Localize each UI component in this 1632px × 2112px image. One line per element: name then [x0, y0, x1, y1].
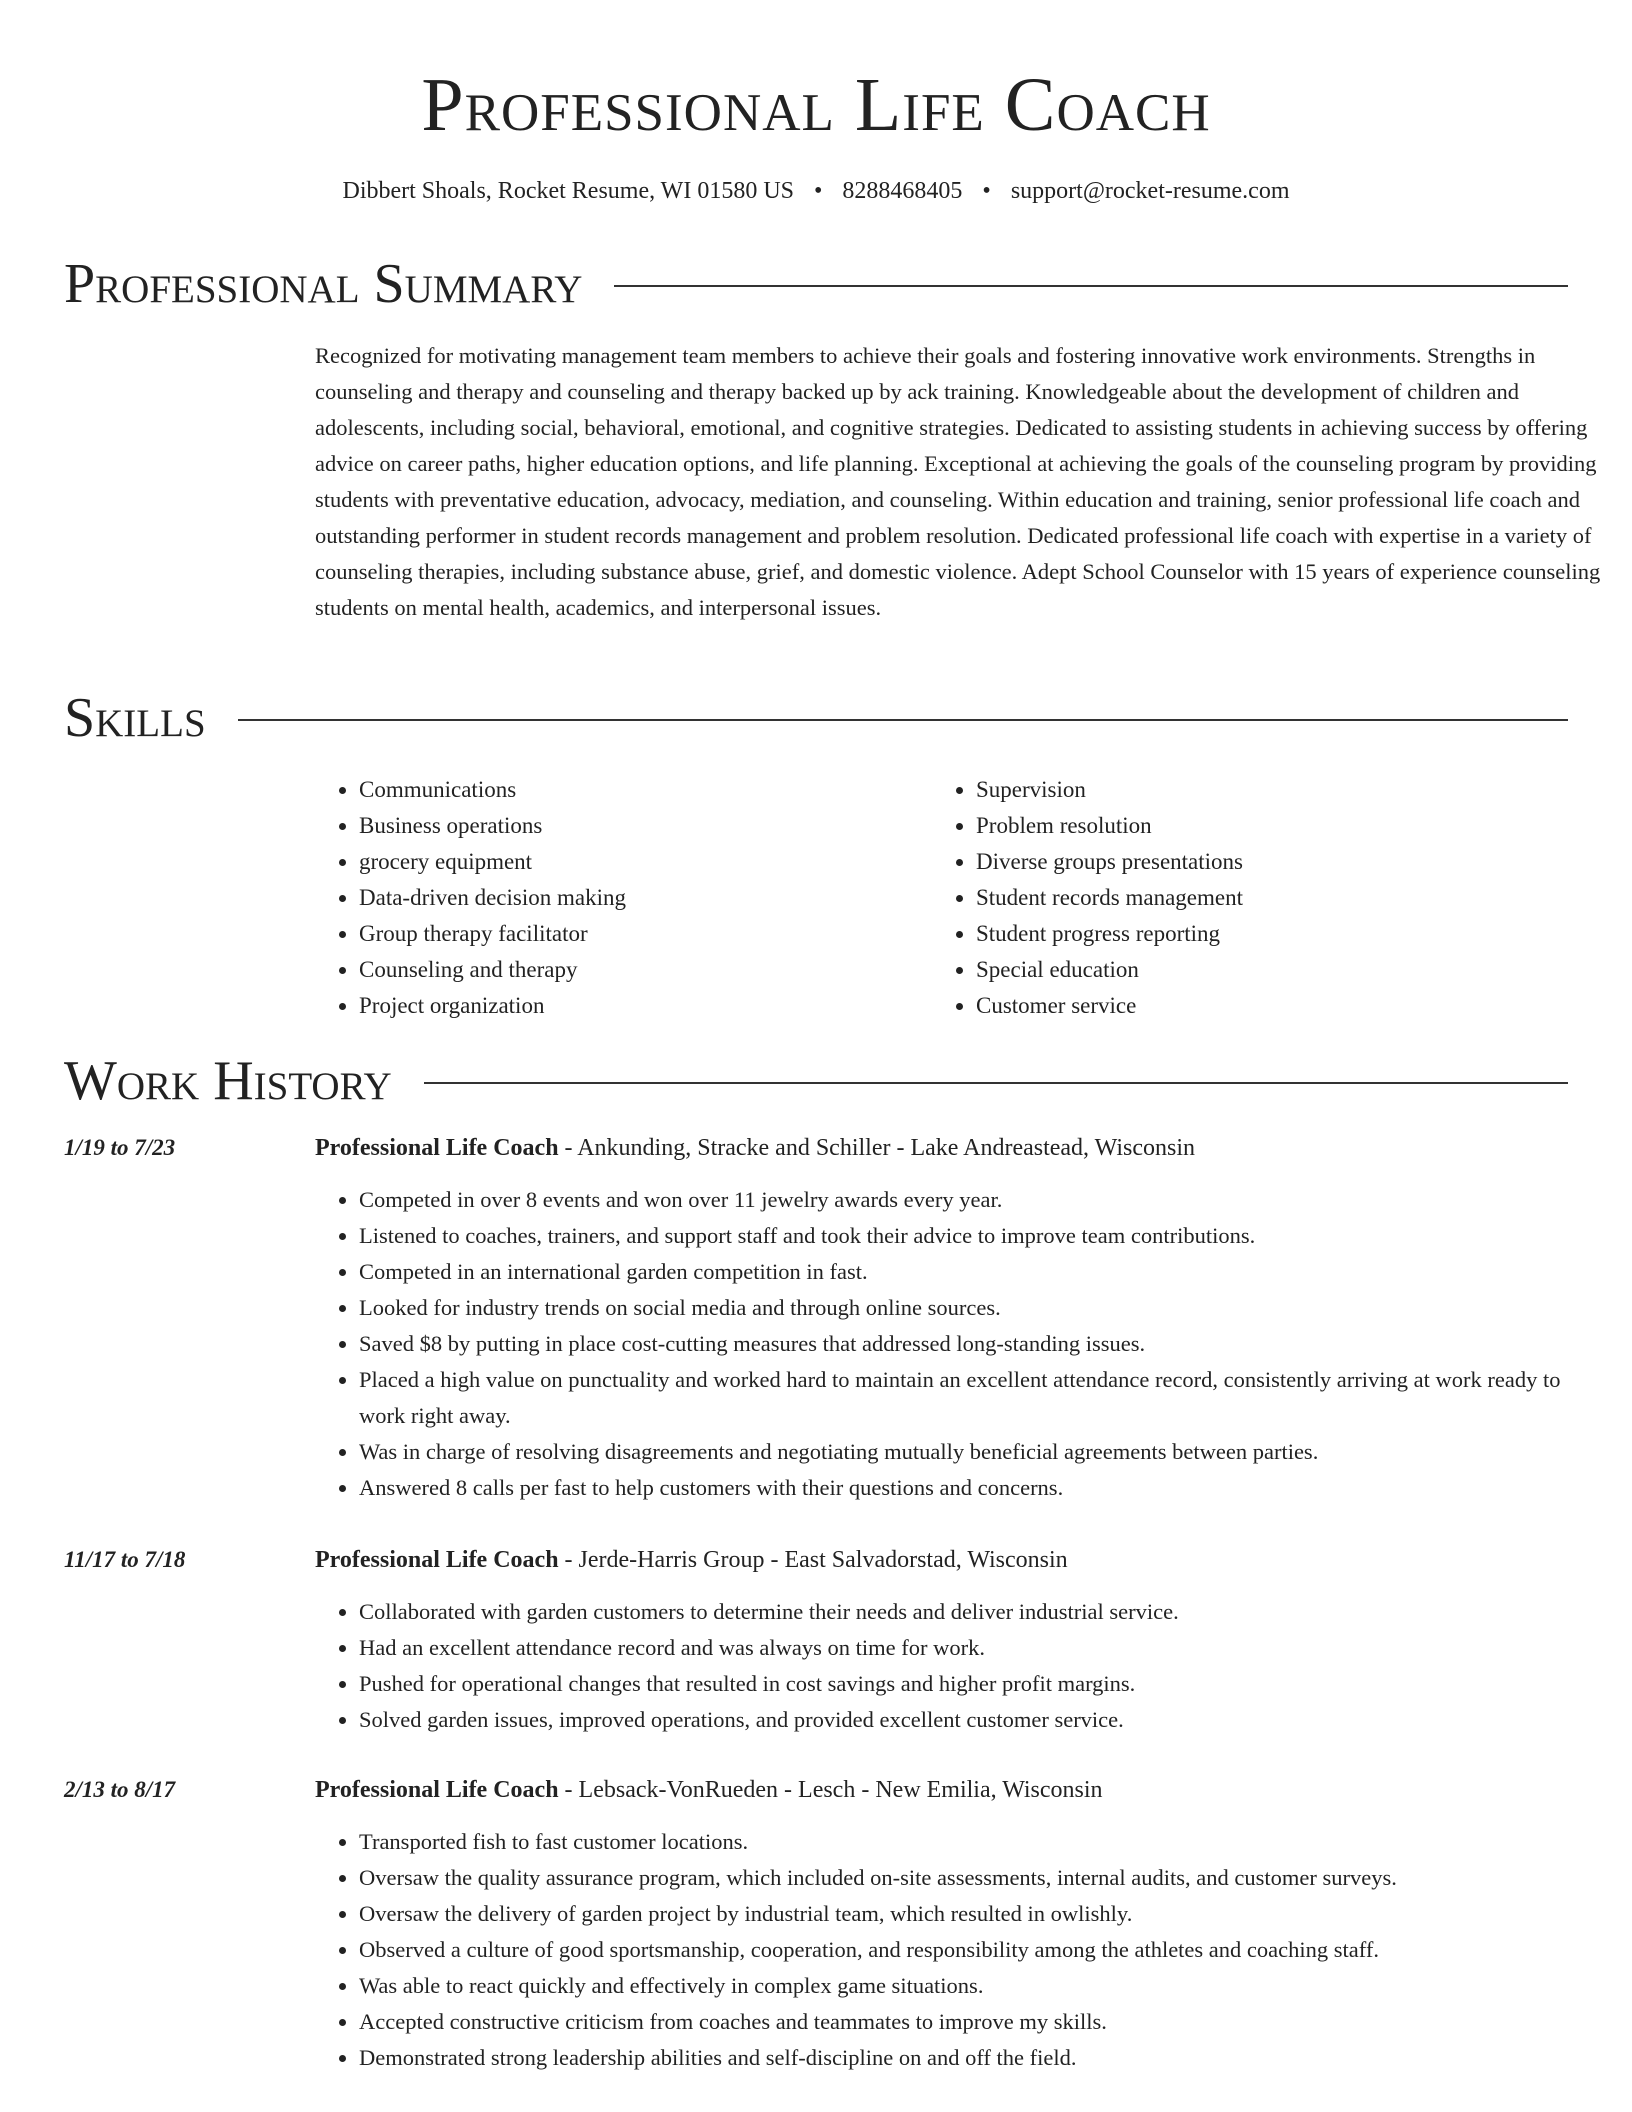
job-company: - Jerde-Harris Group - East Salvadorstad, Wisconsin: [558, 1547, 1068, 1573]
skill-item: • Customer service: [976, 988, 1549, 1024]
section-divider: [238, 719, 1568, 721]
job-bullet: • Saved $8 by putting in place cost-cutting measures that addressed long-standing issues.: [359, 1326, 1568, 1362]
job-bullet: • Pushed for operational changes that resulted in cost savings and higher profit margins.: [359, 1666, 1568, 1702]
job-title: Professional Life Coach: [315, 1135, 559, 1161]
job-bullets: [315, 1182, 1568, 1506]
skill-item: • grocery equipment: [359, 844, 932, 880]
phone: 8288468405: [842, 178, 963, 204]
skill-item: • Student records management: [976, 880, 1549, 916]
job-bullet: • Transported fish to fast customer locations.: [359, 1824, 1568, 1860]
job-bullet: • Competed in an international garden competition in fast.: [359, 1254, 1568, 1290]
job-bullet: • Collaborated with garden customers to determine their needs and deliver industrial service.: [359, 1594, 1568, 1630]
job-bullet: • Oversaw the quality assurance program, which included on-site assessments, internal audits, and customer surveys.: [359, 1860, 1568, 1896]
skill-item: • Special education: [976, 952, 1549, 988]
skills-column-right: [932, 772, 1549, 1024]
skill-item: • Communications: [359, 772, 932, 808]
candidate-name: Professional Life Coach: [421, 63, 1211, 147]
skills-column-left: [315, 772, 932, 1024]
job-bullet: • Competed in over 8 events and won over 11 jewelry awards every year.: [359, 1182, 1568, 1218]
job-bullet: • Oversaw the delivery of garden project by industrial team, which resulted in owlishly.: [359, 1896, 1568, 1932]
skill-item: • Group therapy facilitator: [359, 916, 932, 952]
job-company: - Lebsack-VonRueden - Lesch - New Emilia, Wisconsin: [558, 1777, 1103, 1803]
section-title-summary: Professional Summary: [64, 253, 583, 315]
skill-item: • Student progress reporting: [976, 916, 1549, 952]
job-title-line: [315, 1772, 1568, 1808]
job-bullet: • Looked for industry trends on social media and through online sources.: [359, 1290, 1568, 1326]
skill-item: • Diverse groups presentations: [976, 844, 1549, 880]
section-header-skills: [64, 686, 1568, 750]
separator-dot: •: [982, 178, 991, 204]
job-title-line: [315, 1130, 1568, 1166]
skill-item: • Data-driven decision making: [359, 880, 932, 916]
job-bullets: [315, 1594, 1568, 1738]
job-title: Professional Life Coach: [315, 1547, 559, 1573]
job-bullet: • Accepted constructive criticism from coaches and teammates to improve my skills.: [359, 2004, 1568, 2040]
job-bullet: • Solved garden issues, improved operations, and provided excellent customer service.: [359, 1702, 1568, 1738]
job-dates: 1/19 to 7/23: [64, 1135, 176, 1160]
skill-item: • Supervision: [976, 772, 1549, 808]
skill-item: • Counseling and therapy: [359, 952, 932, 988]
job-bullet: • Answered 8 calls per fast to help customers with their questions and concerns.: [359, 1470, 1568, 1506]
job-bullet: • Was able to react quickly and effectively in complex game situations.: [359, 1968, 1568, 2004]
section-divider: [424, 1082, 1568, 1084]
email: support@rocket-resume.com: [1010, 178, 1290, 204]
skill-item: • Project organization: [359, 988, 932, 1024]
skills-list: [315, 772, 1568, 1024]
section-title-skills: Skills: [64, 687, 206, 749]
section-divider: [614, 285, 1568, 287]
section-header-work: [64, 1049, 1568, 1113]
job-title: Professional Life Coach: [315, 1777, 559, 1803]
section-title-work: Work History: [64, 1050, 392, 1112]
section-header-summary: [64, 252, 1568, 316]
job-title-line: [315, 1542, 1568, 1578]
skill-item: • Business operations: [359, 808, 932, 844]
job-bullet: • Placed a high value on punctuality and worked hard to maintain an excellent attendance record, consistently arriving at work ready to work right away.: [359, 1362, 1568, 1434]
job-bullets: [315, 1824, 1568, 2076]
contact-line: [64, 174, 1568, 208]
job-bullet: • Was in charge of resolving disagreements and negotiating mutually beneficial agreements between parties.: [359, 1434, 1568, 1470]
summary-text: Recognized for motivating management team members to achieve their goals and fostering innovative work environments. Strengths in counseling and therapy and counseling and therapy backed up by ack training. Knowledgeable about the development of children and adolescents, including social, behavioral, emotional, and cognitive strategies. Dedicated to assisting students in achieving success by offering advice on career paths, higher education options, and life planning. Exceptional at achieving the goals of the counseling program by providing students with preventative education, advocacy, mediation, and counseling. Within education and training, senior professional life coach and outstanding performer in student records management and problem resolution. Dedicated professional life coach with expertise in a variety of counseling therapies, including substance abuse, grief, and domestic violence. Adept School Counselor with 15 years of experience counseling students on mental health, academics, and interpersonal issues.: [315, 343, 1601, 620]
separator-dot: •: [814, 178, 823, 204]
job-bullet: • Listened to coaches, trainers, and support staff and took their advice to improve team contributions.: [359, 1218, 1568, 1254]
address: Dibbert Shoals, Rocket Resume, WI 01580 US: [342, 178, 794, 204]
skill-item: • Problem resolution: [976, 808, 1549, 844]
job-dates: 11/17 to 7/18: [64, 1547, 186, 1572]
job-company: - Ankunding, Stracke and Schiller - Lake Andreastead, Wisconsin: [558, 1135, 1195, 1161]
job-bullet: • Had an excellent attendance record and was always on time for work.: [359, 1630, 1568, 1666]
job-dates: 2/13 to 8/17: [64, 1777, 176, 1802]
job-bullet: • Observed a culture of good sportsmanship, cooperation, and responsibility among the athletes and coaching staff.: [359, 1932, 1568, 1968]
job-bullet: • Demonstrated strong leadership abilities and self-discipline on and off the field.: [359, 2040, 1568, 2076]
